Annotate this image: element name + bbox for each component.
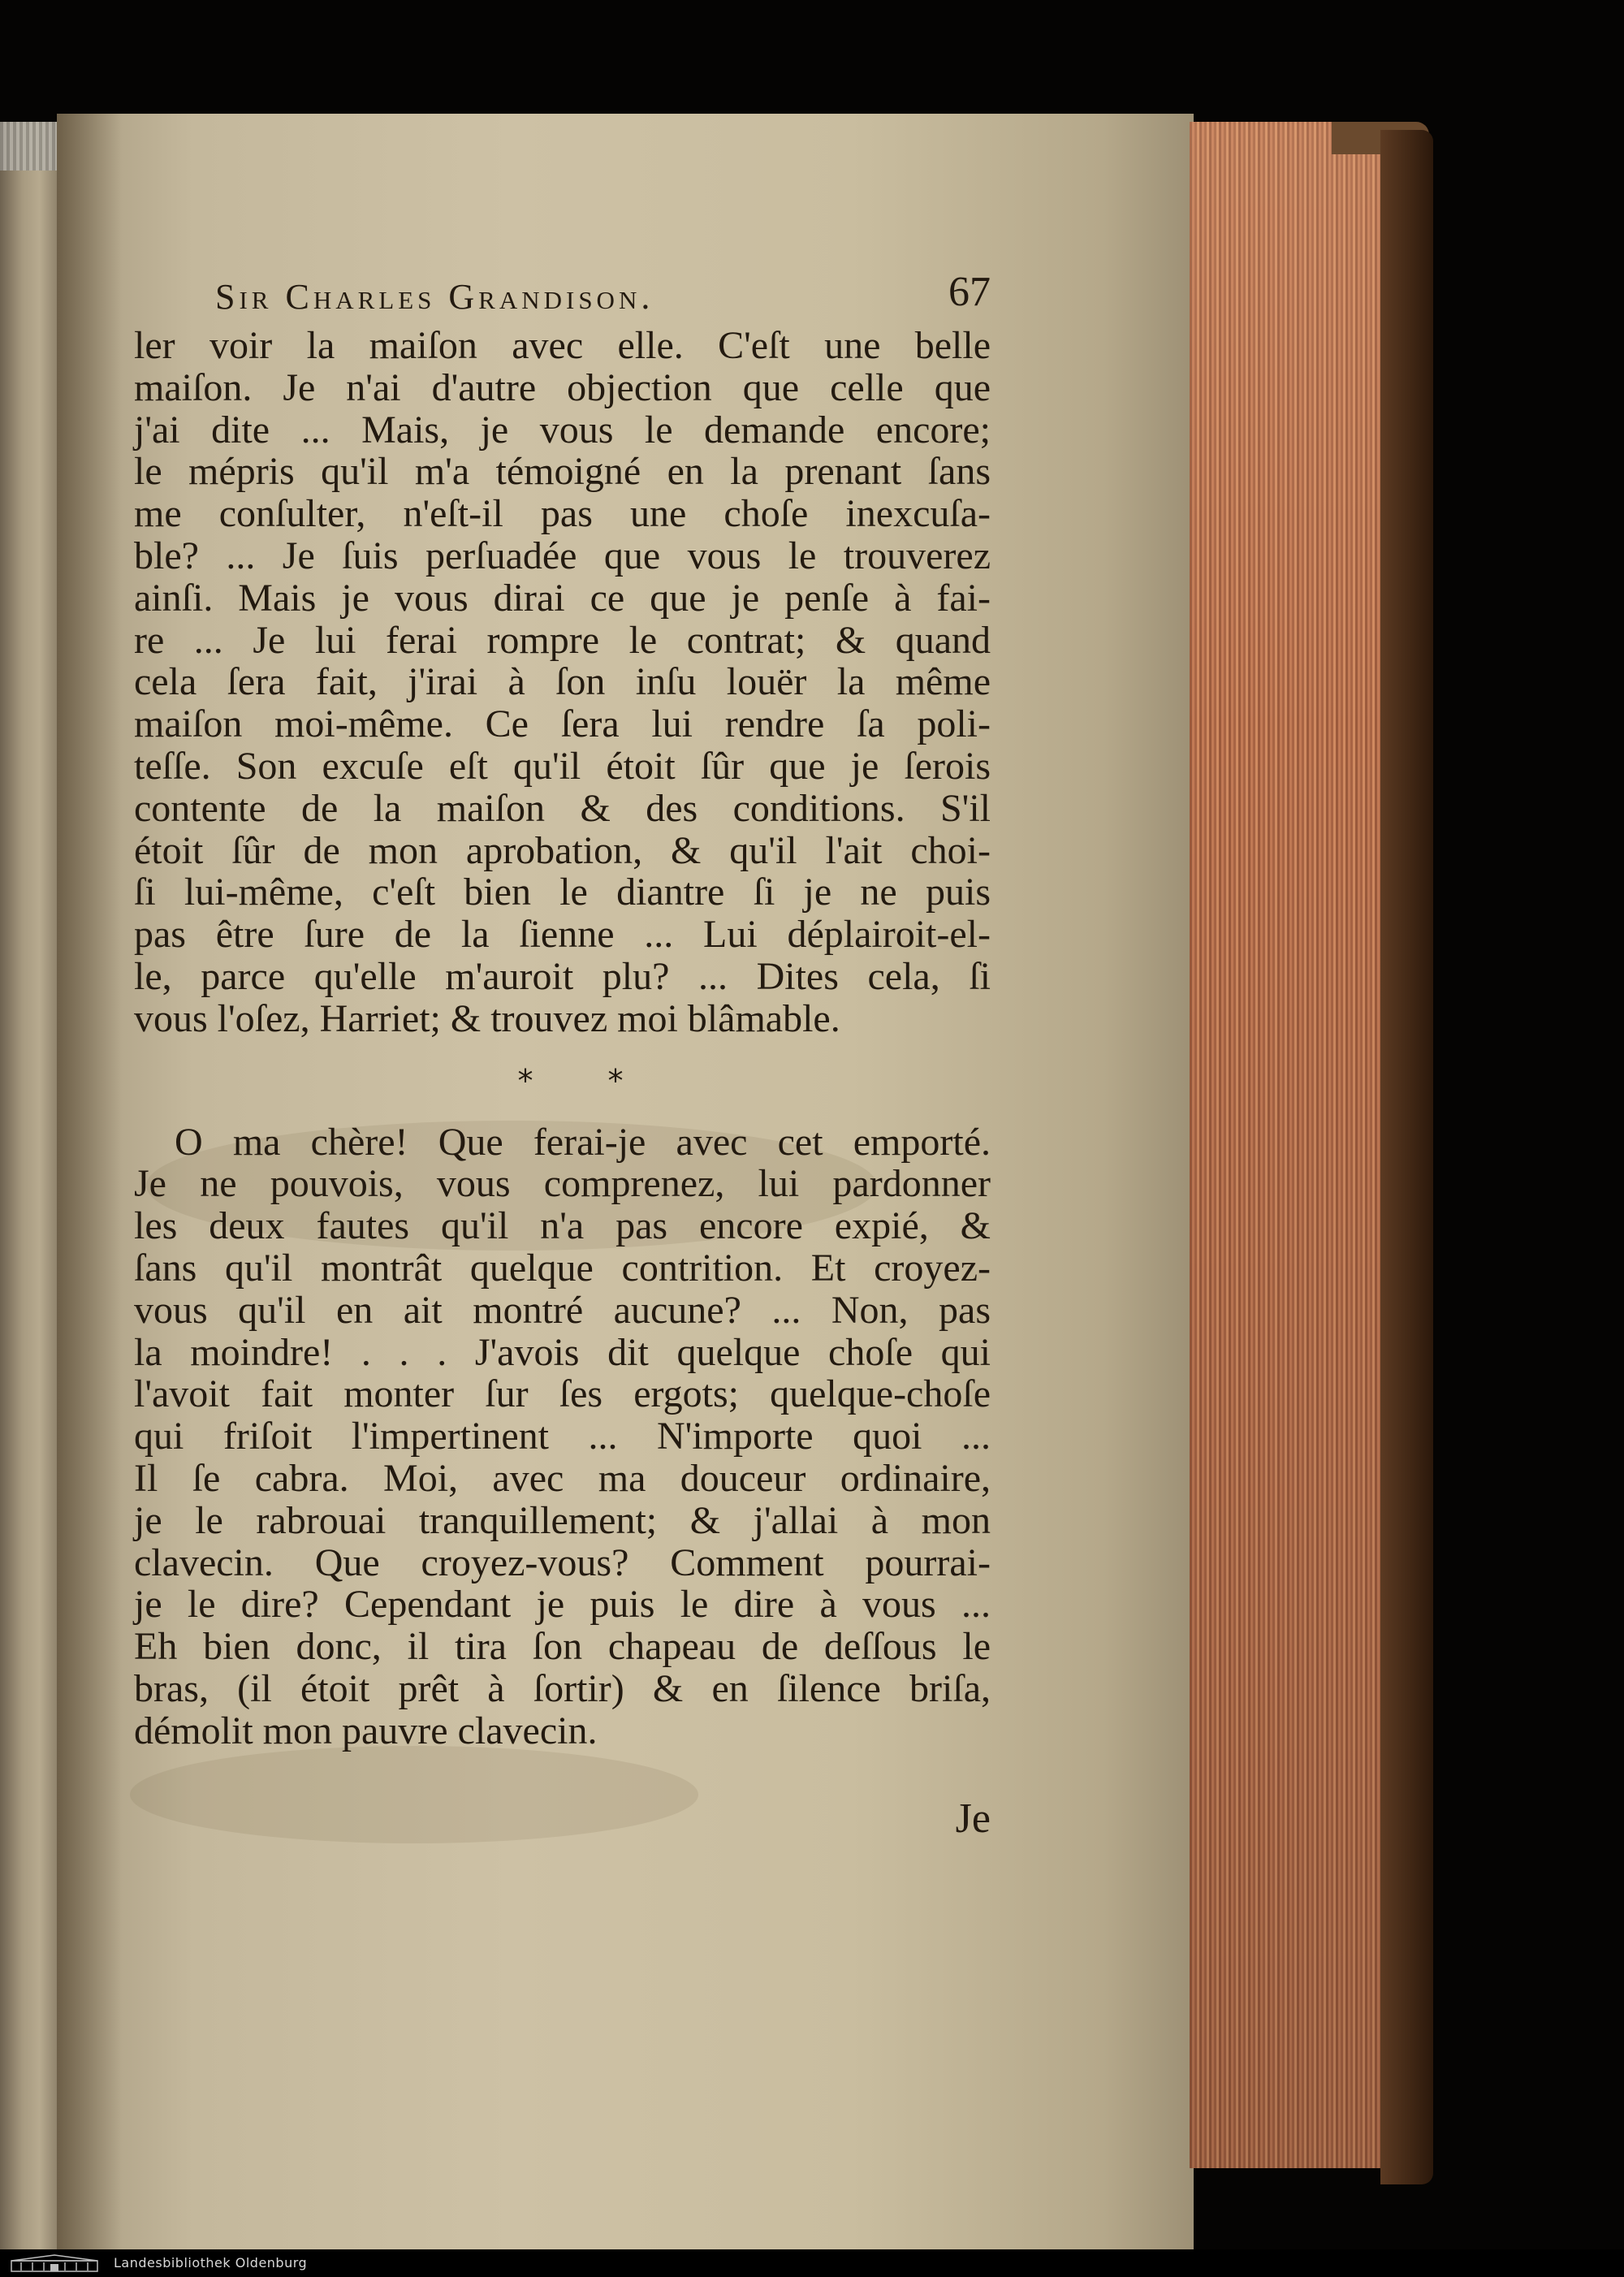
text-line: contente de la maiſon & des conditions. S'il	[134, 786, 991, 830]
text-line: clavecin. Que croyez-vous? Comment pourrai-	[134, 1540, 991, 1584]
text-line: étoit ſûr de mon aprobation, & qu'il l'ait choi-	[134, 828, 991, 872]
leather-cover-edge	[1380, 130, 1433, 2184]
bleed-through-stain	[130, 1746, 698, 1843]
library-building-icon	[10, 2254, 99, 2272]
text-line: vous l'oſez, Harriet; & trouvez moi blâmable.	[134, 996, 840, 1040]
text-line: le mépris qu'il m'a témoigné en la prenant ſans	[134, 450, 991, 494]
gutter-shadow	[57, 114, 122, 2249]
text-line: qui friſoit l'impertinent ... N'importe quoi ...	[134, 1415, 991, 1458]
text-line: me conſulter, n'eſt-il pas une choſe inexcuſa-	[134, 492, 991, 536]
text-line: Il ſe cabra. Moi, avec ma douceur ordinaire,	[134, 1456, 991, 1500]
text-line: le, parce qu'elle m'auroit plu? ... Dites cela, ſi	[134, 954, 991, 998]
text-line: la moindre! . . . J'avois dit quelque choſe qui	[134, 1330, 991, 1374]
section-break-asterisks: * *	[517, 1062, 656, 1099]
catchword: Je	[955, 1795, 991, 1842]
fore-edge-shading	[1190, 122, 1397, 2168]
binding-thread	[0, 122, 57, 171]
text-line: ler voir la maiſon avec elle. C'eſt une belle	[134, 324, 991, 367]
text-line: Je ne pouvois, vous comprenez, lui pardonner	[134, 1162, 991, 1206]
library-credit: Landesbibliothek Oldenburg	[114, 2255, 308, 2271]
text-line: re ... Je lui ferai rompre le contrat; & quand	[134, 618, 991, 662]
text-line: ſi lui-même, c'eſt bien le diantre ſi je ne puis	[134, 871, 991, 914]
text-line: teſſe. Son excuſe eſt qu'il étoit ſûr que je ſerois	[134, 744, 991, 788]
text-line: je le rabrouai tranquillement; & j'allai à mon	[134, 1498, 991, 1542]
text-line: cela ſera fait, j'irai à ſon inſu louër la même	[134, 660, 991, 704]
text-line: ble? ... Je ſuis perſuadée que vous le trouverez	[134, 534, 991, 577]
paragraph-1	[134, 325, 991, 1040]
text-line: l'avoit fait monter ſur ſes ergots; quelque-choſe	[134, 1372, 991, 1416]
running-head	[134, 268, 991, 325]
text-line: Eh bien donc, il tira ſon chapeau de deſſous le	[134, 1625, 991, 1669]
text-line: les deux fautes qu'il n'a pas encore expié, &	[134, 1204, 991, 1248]
text-block	[134, 268, 991, 1842]
text-line: bras, (il étoit prêt à ſortir) & en ſilence briſa,	[134, 1666, 991, 1710]
page-number: 67	[948, 269, 991, 315]
text-line: O ma chère! Que ferai-je avec cet emporté.	[175, 1120, 991, 1164]
text-line: ainſi. Mais je vous dirai ce que je penſe à fai-	[134, 576, 991, 620]
paragraph-2	[134, 1121, 991, 1752]
running-head-title: Sir Charles Grandison.	[215, 277, 654, 317]
text-line: maiſon moi-même. Ce ſera lui rendre ſa poli-	[134, 702, 991, 746]
text-line: démolit mon pauvre clavecin.	[134, 1709, 598, 1752]
text-line: pas être ſure de la ſienne ... Lui déplairoit-el-	[134, 913, 991, 957]
footer-bar	[0, 2249, 1624, 2277]
text-line: j'ai dite ... Mais, je vous le demande encore;	[134, 408, 991, 452]
left-page-edge	[0, 122, 57, 2249]
text-line: ſans qu'il montrât quelque contrition. Et croyez-	[134, 1246, 991, 1290]
text-line: je le dire? Cependant je puis le dire à vous ...	[134, 1583, 991, 1627]
text-line: vous qu'il en ait montré aucune? ... Non, pas	[134, 1288, 991, 1332]
text-line: maiſon. Je n'ai d'autre objection que celle que	[134, 365, 991, 409]
